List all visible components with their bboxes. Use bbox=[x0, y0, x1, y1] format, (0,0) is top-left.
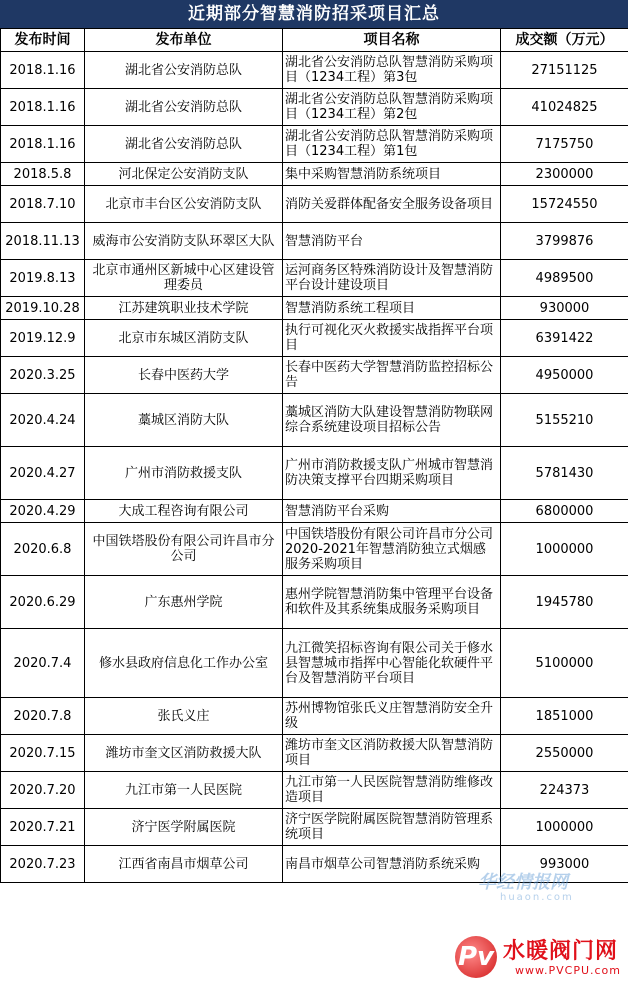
cell-unit: 大成工程咨询有限公司 bbox=[85, 500, 283, 523]
cell-unit: 北京市丰台区公安消防支队 bbox=[85, 186, 283, 223]
cell-date: 2020.6.29 bbox=[1, 576, 85, 629]
cell-date: 2020.7.15 bbox=[1, 735, 85, 772]
cell-date: 2018.1.16 bbox=[1, 52, 85, 89]
cell-date: 2020.7.4 bbox=[1, 629, 85, 698]
cell-unit: 藁城区消防大队 bbox=[85, 394, 283, 447]
header-unit: 发布单位 bbox=[85, 29, 283, 52]
cell-amount: 7175750 bbox=[501, 126, 628, 163]
cell-date: 2020.7.23 bbox=[1, 846, 85, 883]
cell-amount: 2550000 bbox=[501, 735, 628, 772]
table-row bbox=[1, 223, 628, 260]
cell-project: 惠州学院智慧消防集中管理平台设备和软件及其系统集成服务采购项目 bbox=[283, 576, 501, 629]
cell-date: 2020.3.25 bbox=[1, 357, 85, 394]
cell-project: 集中采购智慧消防系统项目 bbox=[283, 163, 501, 186]
table-title: 近期部分智慧消防招采项目汇总 bbox=[0, 0, 628, 28]
cell-amount: 1000000 bbox=[501, 523, 628, 576]
cell-unit: 济宁医学附属医院 bbox=[85, 809, 283, 846]
cell-unit: 江西省南昌市烟草公司 bbox=[85, 846, 283, 883]
table-row bbox=[1, 698, 628, 735]
cell-amount: 1945780 bbox=[501, 576, 628, 629]
cell-amount: 2300000 bbox=[501, 163, 628, 186]
table-row bbox=[1, 163, 628, 186]
table-row bbox=[1, 320, 628, 357]
cell-unit: 长春中医药大学 bbox=[85, 357, 283, 394]
cell-date: 2020.6.8 bbox=[1, 523, 85, 576]
table-row bbox=[1, 523, 628, 576]
cell-amount: 5100000 bbox=[501, 629, 628, 698]
cell-project: 苏州博物馆张氏义庄智慧消防安全升级 bbox=[283, 698, 501, 735]
cell-unit: 广东惠州学院 bbox=[85, 576, 283, 629]
cell-date: 2018.7.10 bbox=[1, 186, 85, 223]
cell-amount: 224373 bbox=[501, 772, 628, 809]
cell-project: 湖北省公安消防总队智慧消防采购项目（1234工程）第1包 bbox=[283, 126, 501, 163]
table-row bbox=[1, 629, 628, 698]
table-row bbox=[1, 126, 628, 163]
table-row bbox=[1, 500, 628, 523]
cell-date: 2019.8.13 bbox=[1, 260, 85, 297]
watermark-pvcpu bbox=[455, 930, 628, 986]
table-row bbox=[1, 809, 628, 846]
table-row bbox=[1, 735, 628, 772]
watermark-huajing: 华经情报网 bbox=[478, 872, 568, 893]
cell-project: 湖北省公安消防总队智慧消防采购项目（1234工程）第3包 bbox=[283, 52, 501, 89]
cell-project: 智慧消防平台采购 bbox=[283, 500, 501, 523]
cell-amount: 27151125 bbox=[501, 52, 628, 89]
cell-date: 2020.4.27 bbox=[1, 447, 85, 500]
cell-unit: 中国铁塔股份有限公司许昌市分公司 bbox=[85, 523, 283, 576]
table-row bbox=[1, 52, 628, 89]
header-row bbox=[1, 29, 628, 52]
cell-project: 消防关爱群体配备安全服务设备项目 bbox=[283, 186, 501, 223]
procurement-table bbox=[0, 28, 628, 883]
cell-project: 中国铁塔股份有限公司许昌市分公司2020-2021年智慧消防独立式烟感服务采购项目 bbox=[283, 523, 501, 576]
cell-project: 智慧消防平台 bbox=[283, 223, 501, 260]
cell-amount: 3799876 bbox=[501, 223, 628, 260]
cell-amount: 5155210 bbox=[501, 394, 628, 447]
cell-date: 2020.4.29 bbox=[1, 500, 85, 523]
watermark-pvcpu-site: www.PVCPU.com bbox=[515, 964, 621, 977]
cell-date: 2018.1.16 bbox=[1, 89, 85, 126]
cell-unit: 湖北省公安消防总队 bbox=[85, 52, 283, 89]
header-project: 项目名称 bbox=[283, 29, 501, 52]
table-row bbox=[1, 447, 628, 500]
table-row bbox=[1, 394, 628, 447]
cell-amount: 1000000 bbox=[501, 809, 628, 846]
cell-unit: 潍坊市奎文区消防救援大队 bbox=[85, 735, 283, 772]
table-row bbox=[1, 89, 628, 126]
cell-project: 九江微笑招标咨询有限公司关于修水县智慧城市指挥中心智能化软硬件平台及智慧消防平台项目 bbox=[283, 629, 501, 698]
cell-project: 智慧消防系统工程项目 bbox=[283, 297, 501, 320]
cell-amount: 993000 bbox=[501, 846, 628, 883]
cell-amount: 1851000 bbox=[501, 698, 628, 735]
cell-date: 2020.7.21 bbox=[1, 809, 85, 846]
cell-amount: 5781430 bbox=[501, 447, 628, 500]
table-row bbox=[1, 772, 628, 809]
pv-logo-icon: Pv bbox=[455, 936, 497, 978]
cell-unit: 湖北省公安消防总队 bbox=[85, 126, 283, 163]
cell-project: 藁城区消防大队建设智慧消防物联网综合系统建设项目招标公告 bbox=[283, 394, 501, 447]
watermark-pvcpu-name: 水暖阀门网 bbox=[503, 939, 619, 964]
cell-amount: 41024825 bbox=[501, 89, 628, 126]
cell-unit: 河北保定公安消防支队 bbox=[85, 163, 283, 186]
table-row bbox=[1, 260, 628, 297]
cell-date: 2018.1.16 bbox=[1, 126, 85, 163]
cell-date: 2020.4.24 bbox=[1, 394, 85, 447]
cell-unit: 张氏义庄 bbox=[85, 698, 283, 735]
cell-project: 九江市第一人民医院智慧消防维修改造项目 bbox=[283, 772, 501, 809]
table-row bbox=[1, 186, 628, 223]
cell-date: 2018.5.8 bbox=[1, 163, 85, 186]
cell-project: 潍坊市奎文区消防救援大队智慧消防项目 bbox=[283, 735, 501, 772]
cell-project: 长春中医药大学智慧消防监控招标公告 bbox=[283, 357, 501, 394]
cell-amount: 6391422 bbox=[501, 320, 628, 357]
header-amount: 成交额（万元） bbox=[501, 29, 628, 52]
cell-unit: 广州市消防救援支队 bbox=[85, 447, 283, 500]
cell-amount: 930000 bbox=[501, 297, 628, 320]
cell-date: 2018.11.13 bbox=[1, 223, 85, 260]
cell-project: 湖北省公安消防总队智慧消防采购项目（1234工程）第2包 bbox=[283, 89, 501, 126]
cell-amount: 4950000 bbox=[501, 357, 628, 394]
cell-unit: 江苏建筑职业技术学院 bbox=[85, 297, 283, 320]
cell-amount: 6800000 bbox=[501, 500, 628, 523]
cell-project: 南昌市烟草公司智慧消防系统采购 bbox=[283, 846, 501, 883]
cell-date: 2019.12.9 bbox=[1, 320, 85, 357]
cell-project: 运河商务区特殊消防设计及智慧消防平台设计建设项目 bbox=[283, 260, 501, 297]
table-row bbox=[1, 576, 628, 629]
table-row bbox=[1, 357, 628, 394]
cell-amount: 15724550 bbox=[501, 186, 628, 223]
cell-unit: 威海市公安消防支队环翠区大队 bbox=[85, 223, 283, 260]
cell-date: 2020.7.8 bbox=[1, 698, 85, 735]
cell-amount: 4989500 bbox=[501, 260, 628, 297]
cell-project: 济宁医学院附属医院智慧消防管理系统项目 bbox=[283, 809, 501, 846]
cell-project: 广州市消防救援支队广州城市智慧消防决策支撑平台四期采购项目 bbox=[283, 447, 501, 500]
cell-unit: 修水县政府信息化工作办公室 bbox=[85, 629, 283, 698]
cell-unit: 北京市通州区新城中心区建设管理委员 bbox=[85, 260, 283, 297]
cell-date: 2020.7.20 bbox=[1, 772, 85, 809]
table-row bbox=[1, 297, 628, 320]
watermark-huajing-site: huaon.com bbox=[500, 892, 574, 903]
cell-unit: 湖北省公安消防总队 bbox=[85, 89, 283, 126]
cell-unit: 北京市东城区消防支队 bbox=[85, 320, 283, 357]
header-date: 发布时间 bbox=[1, 29, 85, 52]
cell-project: 执行可视化灭火救援实战指挥平台项目 bbox=[283, 320, 501, 357]
cell-date: 2019.10.28 bbox=[1, 297, 85, 320]
cell-unit: 九江市第一人民医院 bbox=[85, 772, 283, 809]
